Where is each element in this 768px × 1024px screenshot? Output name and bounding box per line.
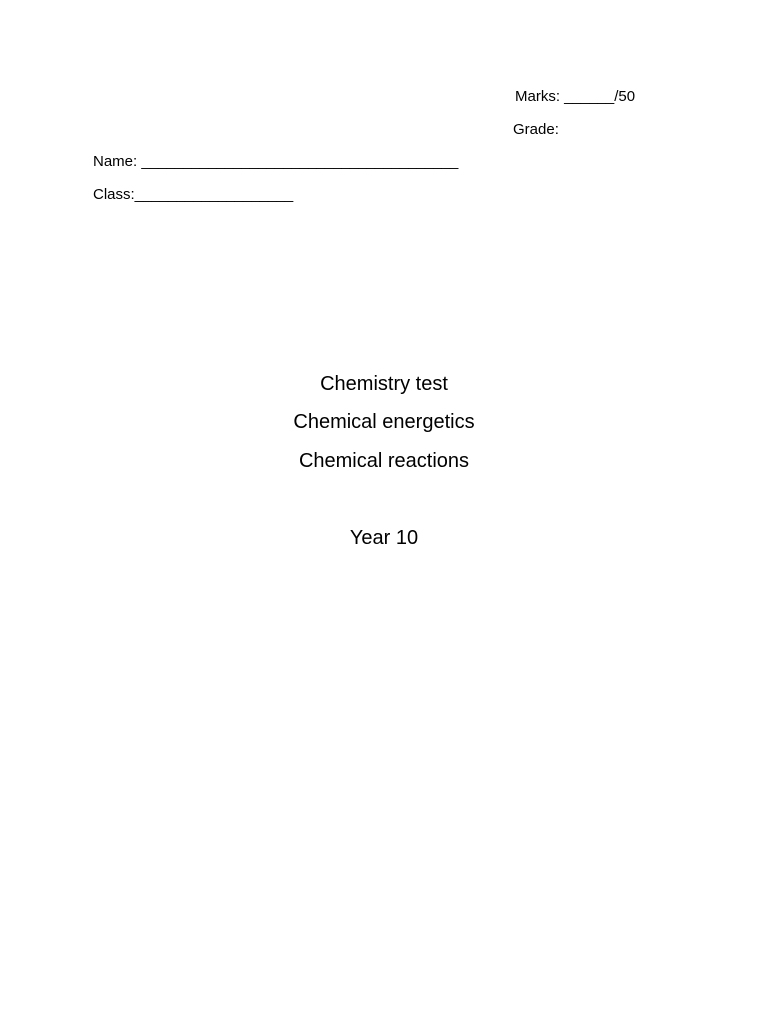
grade-field: Grade: (513, 121, 559, 138)
marks-field: Marks: ______/50 (515, 88, 636, 105)
topic-energetics: Chemical energetics (293, 411, 475, 433)
topic-reactions: Chemical reactions (298, 450, 470, 472)
year-level: Year 10 (349, 527, 419, 549)
test-title: Chemistry test (320, 373, 448, 395)
class-field: Class:___________________ (93, 186, 294, 203)
name-field: Name: ______________________________________ (93, 153, 459, 170)
